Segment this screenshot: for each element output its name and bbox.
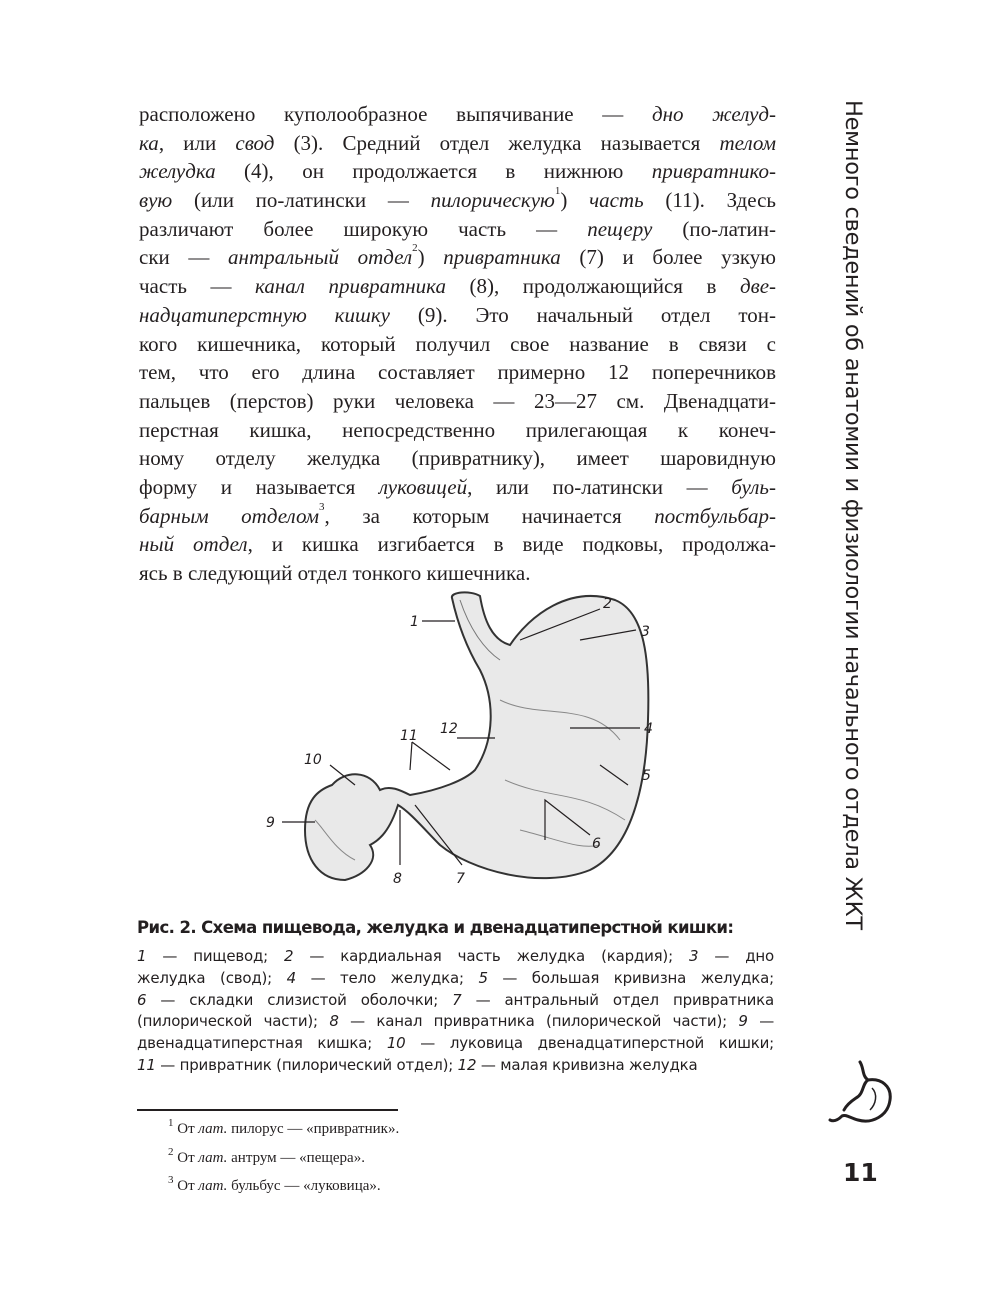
text-segment: 4 [286, 968, 296, 987]
label-5: 5 [642, 768, 651, 784]
stomach-icon [826, 1058, 896, 1128]
footnote-ref: 3 [319, 500, 325, 513]
text-segment: (пилорической части); [137, 1012, 330, 1031]
label-2: 2 [603, 596, 612, 612]
text-segment: ка [139, 130, 159, 155]
text-segment: , или по-латински — [467, 474, 732, 499]
text-segment: — кардиальная часть желудка (кардия); [293, 947, 689, 965]
text-segment: , или [158, 130, 236, 155]
text-segment: канал привратника [255, 274, 446, 299]
text-segment: антральный отдел [228, 245, 413, 270]
figure-caption-title: Рис. 2. Схема пищевода, желудка и двенадцатиперстной кишки: [137, 918, 734, 937]
text-segment: — складки слизистой оболочки; [146, 990, 453, 1009]
label-11: 11 [400, 728, 418, 744]
text-segment: ному отделу желудка (привратнику), имеет шаровидную [139, 446, 776, 471]
text-line [168, 1118, 399, 1147]
text-line [139, 473, 776, 502]
text-segment: (или по-латински — [172, 188, 431, 213]
text-segment: телом [719, 130, 776, 155]
text-line [139, 272, 776, 301]
text-line [137, 968, 774, 990]
label-6: 6 [592, 836, 601, 852]
text-segment: желудка (свод); [137, 968, 287, 987]
label-12: 12 [440, 721, 458, 737]
text-segment: свод [235, 130, 275, 155]
text-segment: (7) и более узкую [560, 245, 776, 270]
running-head: Немного сведений об анатомии и физиологии начального отдела ЖКТ [840, 100, 866, 930]
text-line [139, 444, 776, 473]
text-segment: 8 [329, 1012, 339, 1031]
text-line [139, 243, 776, 272]
footnote-ref: 3 [168, 1174, 174, 1187]
text-segment: луковицей [378, 474, 468, 499]
text-segment: (8), продолжающийся в [445, 274, 740, 299]
text-segment: кого кишечника, который получил свое название в связи с [139, 331, 776, 356]
text-line [168, 1175, 399, 1204]
text-segment: перстная кишка, непосредственно прилегающая к конеч- [139, 417, 776, 442]
text-line [139, 530, 776, 559]
text-segment: (3). Средний отдел желудка называется [274, 130, 720, 155]
text-segment: 1 [137, 947, 147, 965]
text-segment: — большая кривизна желудка; [487, 968, 774, 987]
body-text [139, 100, 776, 588]
text-line [168, 1147, 399, 1176]
label-7: 7 [456, 871, 465, 887]
text-segment: пещеру [587, 216, 653, 241]
text-segment: 3 [689, 947, 699, 965]
text-segment: (11). Здесь [643, 188, 776, 213]
text-segment: различают более широкую часть — [139, 216, 588, 241]
text-segment: — [747, 1012, 774, 1031]
text-segment: (4), он продолжается в нижнюю [215, 159, 652, 184]
text-segment: — привратник (пилорический отдел); [155, 1055, 458, 1074]
text-segment: ный отдел [139, 532, 248, 557]
text-segment: дно желуд- [651, 102, 776, 126]
footnote-ref: 1 [554, 185, 561, 198]
text-segment: 10 [386, 1034, 406, 1053]
text-line [139, 358, 776, 387]
label-10: 10 [304, 752, 322, 768]
text-line [137, 946, 774, 968]
text-segment: вую [139, 188, 173, 213]
text-segment: две- [739, 274, 777, 299]
text-segment: От [173, 1121, 199, 1137]
text-line [137, 1055, 774, 1077]
text-segment: ) [417, 245, 444, 270]
text-segment: пилорическую [430, 188, 555, 213]
text-segment: 9 [738, 1012, 748, 1031]
label-4: 4 [644, 721, 653, 737]
text-segment: антрум — «пещера». [227, 1149, 365, 1166]
text-segment: лат. [198, 1121, 228, 1137]
label-1: 1 [410, 614, 419, 630]
text-line [137, 1033, 774, 1055]
text-segment: бульбус — «луковица». [227, 1178, 381, 1195]
text-line [139, 301, 776, 330]
text-segment: — антральный отдел привратника [461, 990, 774, 1009]
text-segment: часть — [139, 274, 256, 299]
text-segment: , за которым начинается [324, 503, 655, 528]
text-segment: форму и называется [139, 474, 379, 499]
text-line [139, 502, 776, 531]
text-line [139, 387, 776, 416]
text-segment: часть [589, 188, 644, 213]
label-3: 3 [641, 624, 650, 640]
text-line [139, 559, 776, 588]
text-line [139, 416, 776, 445]
text-segment: лат. [198, 1149, 228, 1166]
footnote-divider [137, 1109, 398, 1111]
text-segment: двенадцатиперстная кишка; [137, 1034, 387, 1053]
text-segment: — пищевод; [146, 947, 285, 965]
text-segment: ясь в следующий отдел тонкого кишечника. [139, 561, 531, 585]
text-segment: расположено куполообразное выпячивание — [139, 102, 652, 126]
stomach-diagram [250, 585, 670, 895]
text-segment: пилорус — «привратник». [227, 1121, 400, 1137]
text-segment: 6 [137, 990, 147, 1009]
text-segment: ски — [139, 245, 229, 270]
text-segment: привратнико- [651, 159, 776, 184]
text-segment: лат. [198, 1178, 228, 1195]
text-segment: ) [560, 188, 590, 213]
text-segment: буль- [731, 474, 776, 499]
text-line [139, 186, 776, 215]
footnote-ref: 1 [168, 1117, 174, 1129]
text-line [137, 1011, 774, 1033]
text-segment: (9). Это начальный отдел тон- [390, 302, 776, 327]
text-segment: 12 [457, 1055, 477, 1074]
footnote-ref: 2 [412, 242, 418, 255]
text-segment: — тело желудка; [295, 968, 479, 987]
text-segment: — канал привратника (пилорической части); [338, 1012, 739, 1031]
footnote-ref: 2 [168, 1145, 174, 1158]
text-line [137, 990, 774, 1012]
text-segment: От [173, 1149, 199, 1166]
text-segment: барным отделом [139, 503, 320, 528]
text-line [139, 129, 776, 158]
text-segment: постбульбар- [654, 503, 776, 528]
text-line [139, 330, 776, 359]
text-line [139, 215, 776, 244]
label-9: 9 [266, 815, 275, 831]
text-line [139, 100, 776, 129]
text-segment: 7 [452, 990, 462, 1009]
text-segment: (по-латин- [652, 216, 776, 241]
text-segment: От [173, 1178, 199, 1195]
text-segment: 11 [137, 1055, 156, 1074]
text-segment: тем, что его длина составляет примерно 12 поперечников [139, 360, 776, 385]
figure-legend [137, 946, 774, 1077]
page-number: 11 [843, 1158, 878, 1187]
text-segment: — луковица двенадцатиперстной кишки; [405, 1034, 774, 1053]
text-segment: желудка [139, 159, 216, 184]
footnotes [168, 1118, 399, 1204]
text-segment: пальцев (перстов) руки человека — 23—27 см. Двенадцати- [139, 388, 776, 413]
text-segment: 2 [284, 947, 294, 965]
text-segment: — малая кривизна желудка [476, 1055, 698, 1074]
text-segment: , и кишка изгибается в виде подковы, продолжа- [247, 532, 777, 557]
text-segment: надцатиперстную кишку [139, 302, 390, 327]
text-segment: привратника [443, 245, 561, 270]
text-segment: — дно [698, 947, 774, 965]
text-line [139, 157, 776, 186]
text-segment: 5 [478, 968, 488, 987]
label-8: 8 [393, 871, 402, 887]
